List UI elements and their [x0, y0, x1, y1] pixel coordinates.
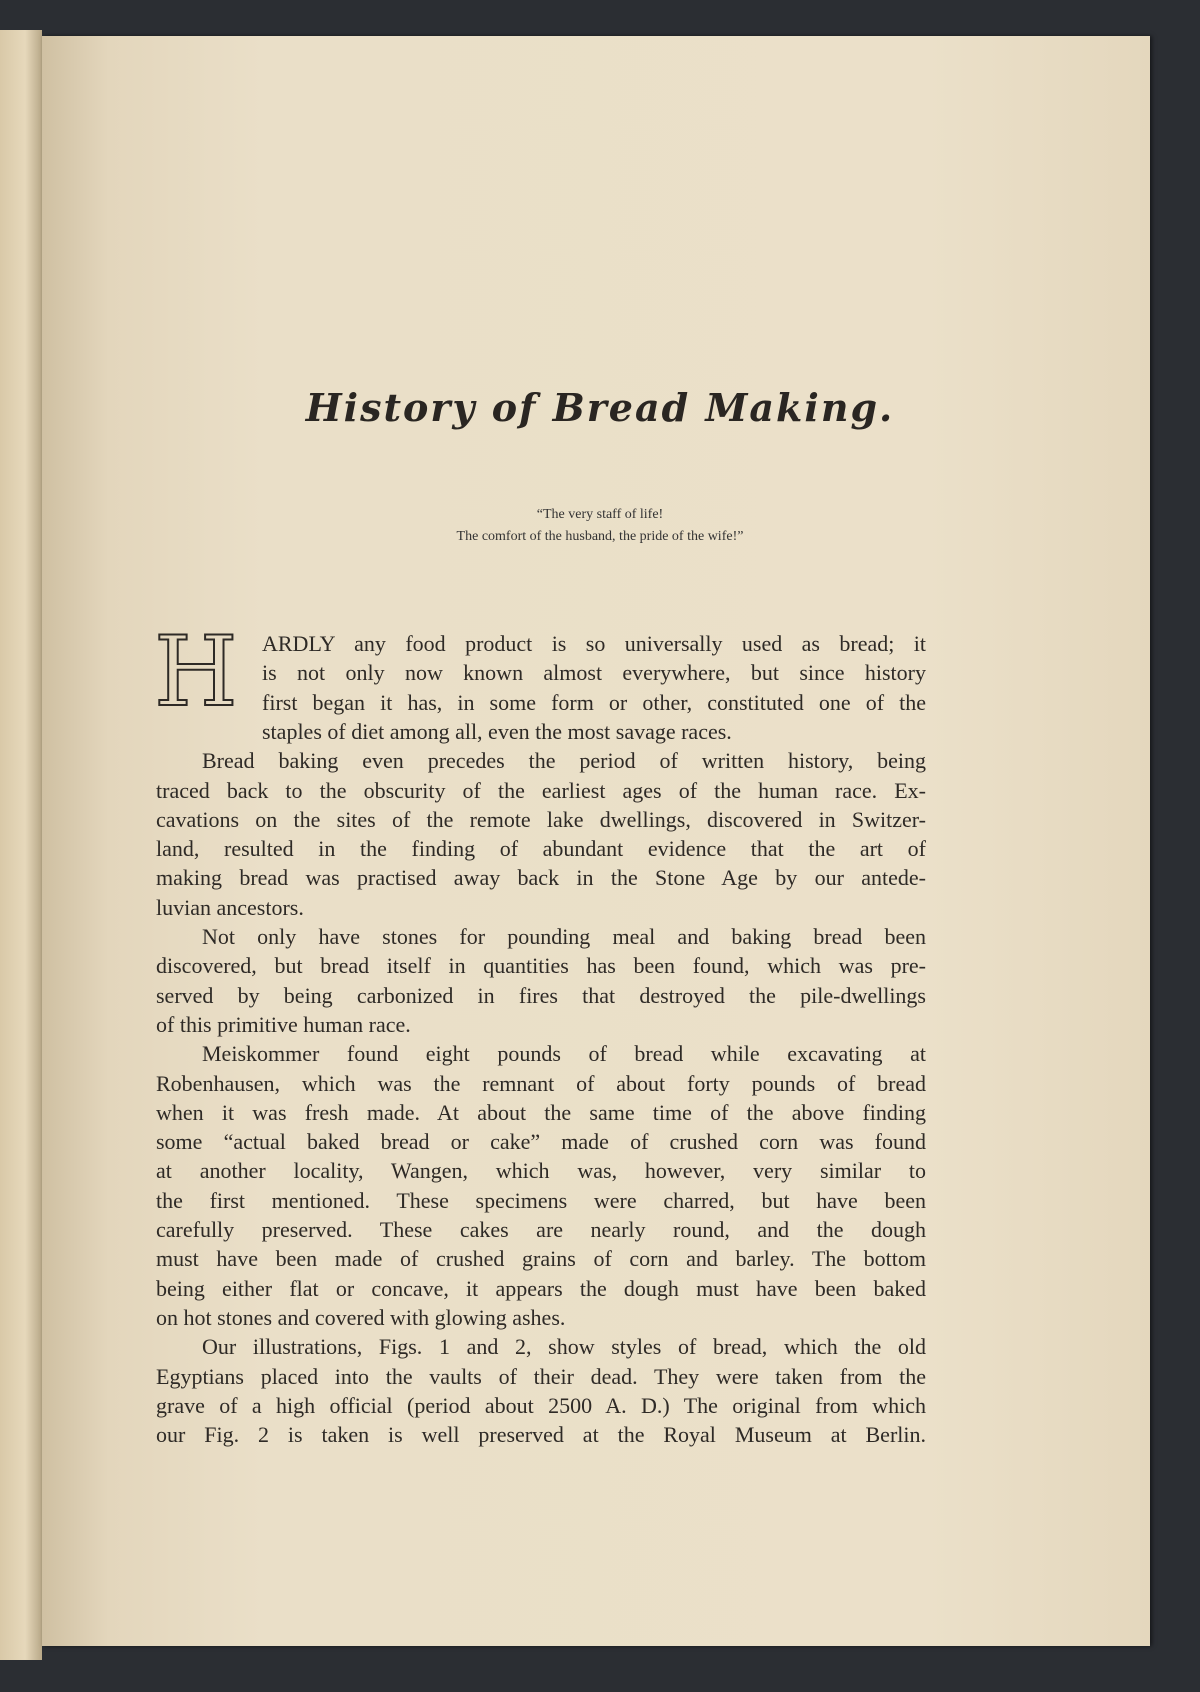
chapter-title: History of Bread Making.: [305, 385, 895, 430]
drop-cap: H: [154, 616, 238, 728]
text-line: traced back to the obscurity of the earliest ages of the human race. Ex-: [156, 777, 926, 803]
text-line: Not only have stones for pounding meal and baking bread been: [202, 924, 926, 949]
text-line: Robenhausen, which was the remnant of about forty pounds of bread: [156, 1070, 926, 1096]
text-line: cavations on the sites of the remote lake dwellings, discovered in Switzer-: [156, 806, 926, 832]
text-line: our Fig. 2 is taken is well preserved at the Royal Museum at Berlin.: [156, 1422, 926, 1448]
text-line: is not only now known almost everywhere, but since history: [262, 660, 926, 686]
text-line: land, resulted in the finding of abundant evidence that the art of: [156, 836, 926, 862]
text-line: first began it has, in some form or other, constituted one of the: [262, 689, 926, 715]
text-line: Bread baking even precedes the period of written history, being: [202, 748, 926, 774]
text-line: staples of diet among all, even the most savage races.: [262, 718, 732, 744]
text-line: must have been made of crushed grains of corn and barley. The bottom: [156, 1246, 926, 1272]
epigraph-line-1: “The very staff of life!: [536, 507, 664, 522]
text-line: Our illustrations, Figs. 1 and 2, show styles of bread, which the old: [202, 1334, 926, 1360]
text-line: Egyptians placed into the vaults of their dead. They were taken from the: [156, 1363, 926, 1389]
text-line: at another locality, Wangen, which was, however, very similar to: [156, 1158, 926, 1184]
text-line: making bread was practised away back in the Stone Age by our antede-: [156, 865, 926, 891]
text-line: discovered, but bread itself in quantities has been found, which was pre-: [156, 953, 926, 979]
text-line: some “actual baked bread or cake” made of crushed corn was found: [156, 1129, 926, 1155]
text-line: of this primitive human race.: [156, 1011, 411, 1037]
text-line: on hot stones and covered with glowing ashes.: [156, 1304, 566, 1330]
text-line: grave of a high official (period about 2500 A. D.) The original from which: [156, 1392, 926, 1418]
text-line: ARDLY any food product is so universally used as bread; it: [262, 631, 926, 656]
text-line: the first mentioned. These specimens were charred, but have been: [156, 1187, 926, 1213]
left-page-edge: [0, 30, 42, 1660]
text-line: carefully preserved. These cakes are nearly round, and the dough: [156, 1217, 926, 1242]
text-line: served by being carbonized in fires that destroyed the pile-dwellings: [156, 982, 926, 1008]
text-line: luvian ancestors.: [156, 894, 304, 920]
text-line: being either flat or concave, it appears the dough must have been baked: [156, 1275, 926, 1301]
epigraph-line-2: The comfort of the husband, the pride of the wife!”: [456, 529, 744, 544]
text-line: Meiskommer found eight pounds of bread while excavating at: [202, 1041, 926, 1067]
text-line: when it was fresh made. At about the same time of the above finding: [156, 1099, 926, 1125]
